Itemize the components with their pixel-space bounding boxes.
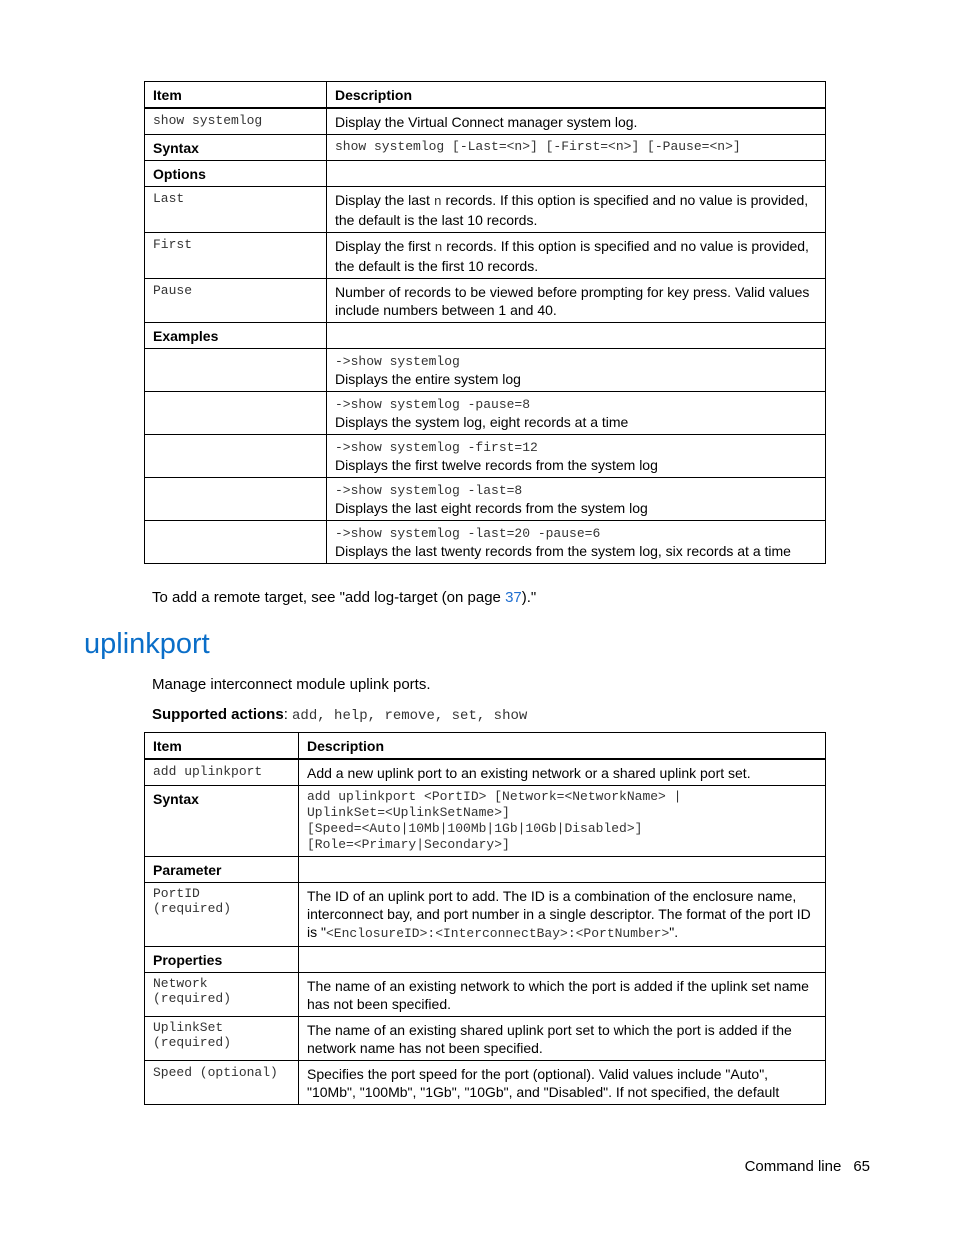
- empty-cell: [299, 947, 826, 973]
- table-row: [145, 883, 826, 947]
- desc-uplinkset: The name of an existing shared uplink port set to which the port is added if the network name has not been specified.: [299, 1017, 826, 1061]
- example-cell: [327, 435, 826, 478]
- desc-text: ".: [669, 924, 679, 940]
- param-name: UplinkSet: [153, 1020, 224, 1035]
- supported-list: add, help, remove, set, show: [292, 708, 528, 724]
- uplinkport-table: [144, 732, 826, 1105]
- example-cell: [327, 521, 826, 564]
- empty-cell: [145, 349, 327, 392]
- example-command: ->show systemlog -first=12: [335, 440, 538, 455]
- syntax-line: [Role=<Primary|Secondary>]: [307, 837, 510, 852]
- header-description: Description: [327, 82, 826, 109]
- inline-code: n: [433, 194, 442, 209]
- item-pause: Pause: [145, 279, 327, 323]
- table-row: [145, 1061, 826, 1105]
- table-row: [145, 947, 826, 973]
- item-last: Last: [145, 187, 327, 233]
- param-required: (required): [153, 1035, 232, 1050]
- table-row: [145, 759, 826, 786]
- empty-cell: [145, 521, 327, 564]
- param-name: PortID: [153, 886, 200, 901]
- section-intro: Manage interconnect module uplink ports.: [152, 676, 431, 693]
- page-link[interactable]: 37: [505, 589, 522, 606]
- supported-label: Supported actions: [152, 706, 284, 723]
- example-cell: [327, 478, 826, 521]
- desc-text: Display the last: [335, 192, 434, 208]
- example-cell: [327, 392, 826, 435]
- example-command: ->show systemlog -last=20 -pause=6: [335, 526, 601, 541]
- syntax-code: show systemlog [-Last=<n>] [-First=<n>] [-Pause=<n>]: [327, 135, 826, 161]
- empty-cell: [327, 161, 826, 187]
- item-speed: Speed (optional): [145, 1061, 299, 1105]
- example-command: ->show systemlog -last=8: [335, 483, 523, 498]
- example-desc: Displays the last eight records from the system log: [335, 500, 648, 516]
- item-syntax: Syntax: [145, 135, 327, 161]
- example-desc: Displays the entire system log: [335, 371, 521, 387]
- header-description: Description: [299, 733, 826, 760]
- item-show-systemlog: show systemlog: [145, 108, 327, 135]
- example-row: [145, 435, 826, 478]
- desc-pause: Number of records to be viewed before prompting for key press. Valid values include numbers between 1 and 40.: [327, 279, 826, 323]
- item-portid: [145, 883, 299, 947]
- header-item: Item: [145, 733, 299, 760]
- param-required: (required): [153, 991, 232, 1006]
- item-properties: Properties: [145, 947, 299, 973]
- syntax-line: add uplinkport <PortID> [Network=<NetworkName> |: [307, 789, 682, 804]
- desc-network: The name of an existing network to which the port is added if the uplink set name has not been specified.: [299, 973, 826, 1017]
- example-desc: Displays the system log, eight records at a time: [335, 414, 629, 430]
- desc-text: The ID of an uplink port to add. The ID is a combination of the enclosure name, interconnect bay, and port number in a single descriptor. The format of the port ID is ": [307, 888, 811, 940]
- desc-text: Display the first: [335, 238, 435, 254]
- table-row: [145, 279, 826, 323]
- example-desc: Displays the last twenty records from the system log, six records at a time: [335, 543, 791, 559]
- empty-cell: [145, 478, 327, 521]
- systemlog-table: [144, 81, 826, 564]
- page-number: 65: [853, 1158, 870, 1175]
- table-row: [145, 161, 826, 187]
- desc-add-uplinkport: Add a new uplink port to an existing network or a shared uplink port set.: [299, 759, 826, 786]
- item-parameter: Parameter: [145, 857, 299, 883]
- separator: :: [283, 706, 293, 723]
- item-uplinkset: [145, 1017, 299, 1061]
- syntax-line: UplinkSet=<UplinkSetName>]: [307, 805, 510, 820]
- table-row: [145, 1017, 826, 1061]
- example-desc: Displays the first twelve records from the system log: [335, 457, 658, 473]
- param-name: Network: [153, 976, 208, 991]
- table-row: [145, 187, 826, 233]
- example-command: ->show systemlog: [335, 354, 460, 369]
- desc-text: records. If this option is specified and no value is provided, the default is the last 10 records.: [335, 192, 809, 228]
- section-title: uplinkport: [84, 628, 210, 660]
- desc-text: records. If this option is specified and no value is provided, the default is the first 10 records.: [335, 238, 809, 274]
- inline-code: <EnclosureID>:<InterconnectBay>:<PortNumber>: [325, 926, 670, 941]
- syntax-line: [Speed=<Auto|10Mb|100Mb|1Gb|10Gb|Disabled>]: [307, 821, 643, 836]
- desc-show-systemlog: Display the Virtual Connect manager system log.: [327, 108, 826, 135]
- table-row: [145, 973, 826, 1017]
- inline-code: n: [434, 240, 443, 255]
- example-row: [145, 478, 826, 521]
- example-row: [145, 349, 826, 392]
- item-add-uplinkport: add uplinkport: [145, 759, 299, 786]
- empty-cell: [327, 323, 826, 349]
- item-first: First: [145, 233, 327, 279]
- example-row: [145, 392, 826, 435]
- empty-cell: [145, 392, 327, 435]
- example-row: [145, 521, 826, 564]
- footer-section: Command line: [744, 1158, 842, 1175]
- table-header-row: [145, 82, 826, 109]
- desc-last: [327, 187, 826, 233]
- example-command: ->show systemlog -pause=8: [335, 397, 531, 412]
- table-row: [145, 323, 826, 349]
- table-row: [145, 233, 826, 279]
- header-item: Item: [145, 82, 327, 109]
- page-footer: [733, 1158, 870, 1175]
- note-text: ).": [521, 589, 537, 606]
- table-header-row: [145, 733, 826, 760]
- syntax-cell: [299, 786, 826, 857]
- desc-portid: [299, 883, 826, 947]
- empty-cell: [145, 435, 327, 478]
- item-syntax: Syntax: [145, 786, 299, 857]
- table-row: [145, 135, 826, 161]
- remote-target-note: [152, 589, 536, 606]
- table-row: [145, 786, 826, 857]
- note-text: To add a remote target, see "add log-target (on page: [152, 589, 506, 606]
- desc-first: [327, 233, 826, 279]
- supported-actions: [152, 706, 527, 724]
- param-required: (required): [153, 901, 232, 916]
- table-row: [145, 857, 826, 883]
- desc-speed: Specifies the port speed for the port (optional). Valid values include "Auto", "10Mb", "100Mb", "1Gb", "10Gb", and "Disabled". If not specified, the default: [299, 1061, 826, 1105]
- item-network: [145, 973, 299, 1017]
- empty-cell: [299, 857, 826, 883]
- table-row: [145, 108, 826, 135]
- example-cell: [327, 349, 826, 392]
- item-examples: Examples: [145, 323, 327, 349]
- item-options: Options: [145, 161, 327, 187]
